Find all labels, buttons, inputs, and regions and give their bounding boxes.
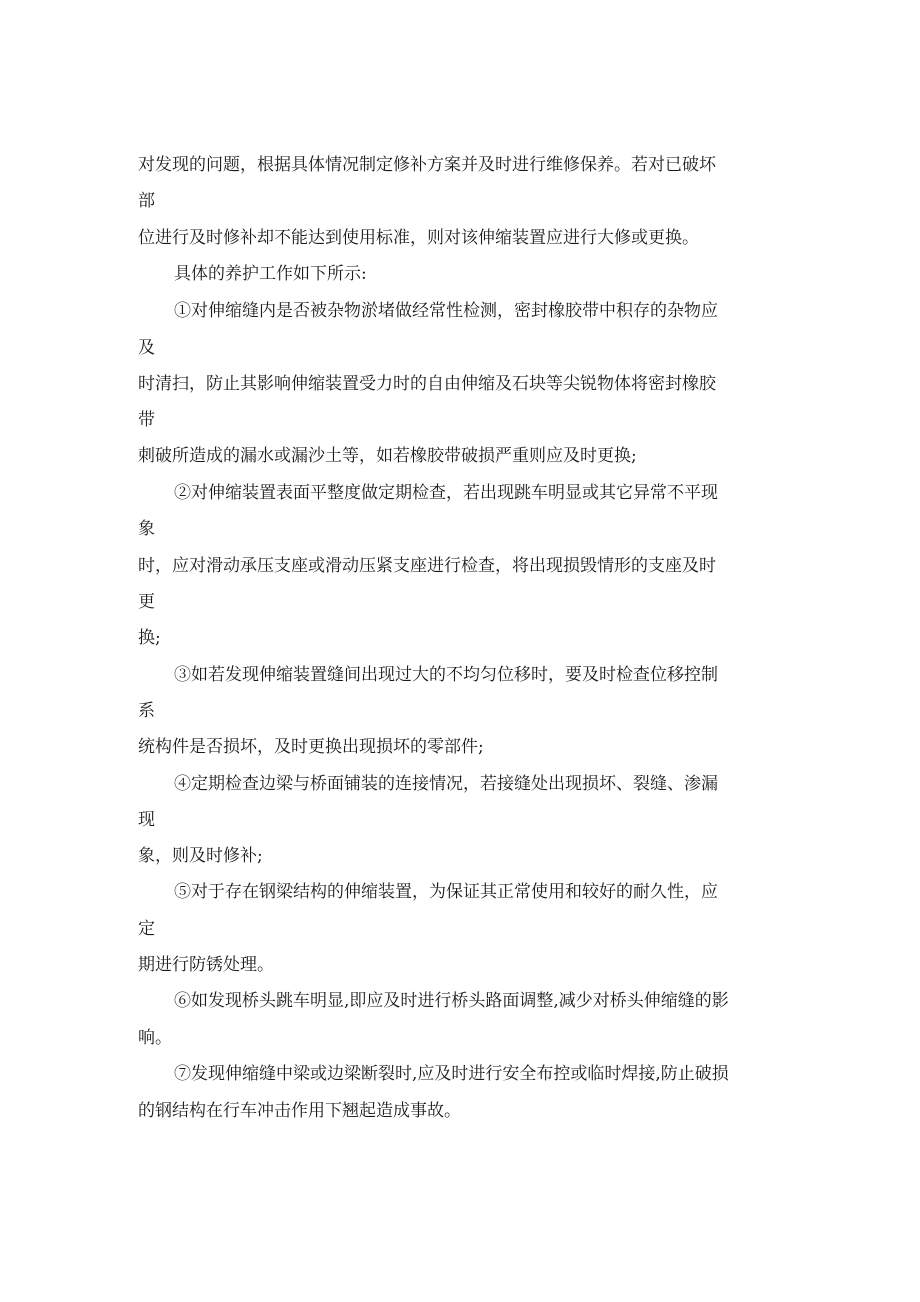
text-line: ②对伸缩装置表面平整度做定期检查，若出现跳车明显或其它异常不平现	[174, 483, 718, 503]
text-line: 位进行及时修补却不能达到使用标准，则对该伸缩装置应进行大修或更换。	[138, 228, 699, 248]
text-line: ④定期检查边梁与桥面铺装的连接情况，若接缝处出现损坏、裂缝、渗漏	[174, 774, 718, 794]
text-line: 时，应对滑动承压支座或滑动压紧支座进行检查，将出现损毁情形的支座及时	[138, 556, 716, 576]
text-line: 及	[138, 338, 155, 358]
text-line: 部	[138, 191, 155, 211]
text-line: ③如若发现伸缩装置缝间出现过大的不均匀位移时，要及时检查位移控制	[174, 665, 718, 685]
text-line: ⑥如发现桥头跳车明显,即应及时进行桥头路面调整,减少对桥头伸缩缝的影	[174, 991, 729, 1011]
text-line: 的钢结构在行车冲击作用下翘起造成事故。	[138, 1101, 461, 1121]
text-line: 具体的养护工作如下所示:	[174, 264, 367, 284]
text-line: 时清扫，防止其影响伸缩装置受力时的自由伸缩及石块等尖锐物体将密封橡胶	[138, 374, 716, 394]
text-line: 系	[138, 701, 155, 721]
text-line: 带	[138, 410, 155, 430]
text-line: 刺破所造成的漏水或漏沙土等，如若橡胶带破损严重则应及时更换;	[138, 446, 637, 466]
text-line: 定	[138, 919, 155, 939]
text-line: 响。	[138, 1028, 172, 1048]
text-line: 统构件是否损坏，及时更换出现损坏的零部件;	[138, 737, 484, 757]
text-line: ①对伸缩缝内是否被杂物淤堵做经常性检测，密封橡胶带中积存的杂物应	[174, 301, 718, 321]
text-line: 换;	[138, 628, 161, 648]
text-line: 期进行防锈处理。	[138, 955, 274, 975]
text-line: 对发现的问题，根据具体情况制定修补方案并及时进行维修保养。若对已破坏	[138, 155, 716, 175]
text-line: 现	[138, 810, 155, 830]
text-line: 象，则及时修补;	[138, 846, 263, 866]
text-line: 象	[138, 519, 155, 539]
text-line: ⑤对于存在钢梁结构的伸缩装置，为保证其正常使用和较好的耐久性，应	[174, 882, 718, 902]
text-line: 更	[138, 592, 155, 612]
text-line: ⑦发现伸缩缝中梁或边梁断裂时,应及时进行安全布控或临时焊接,防止破损	[174, 1064, 729, 1084]
